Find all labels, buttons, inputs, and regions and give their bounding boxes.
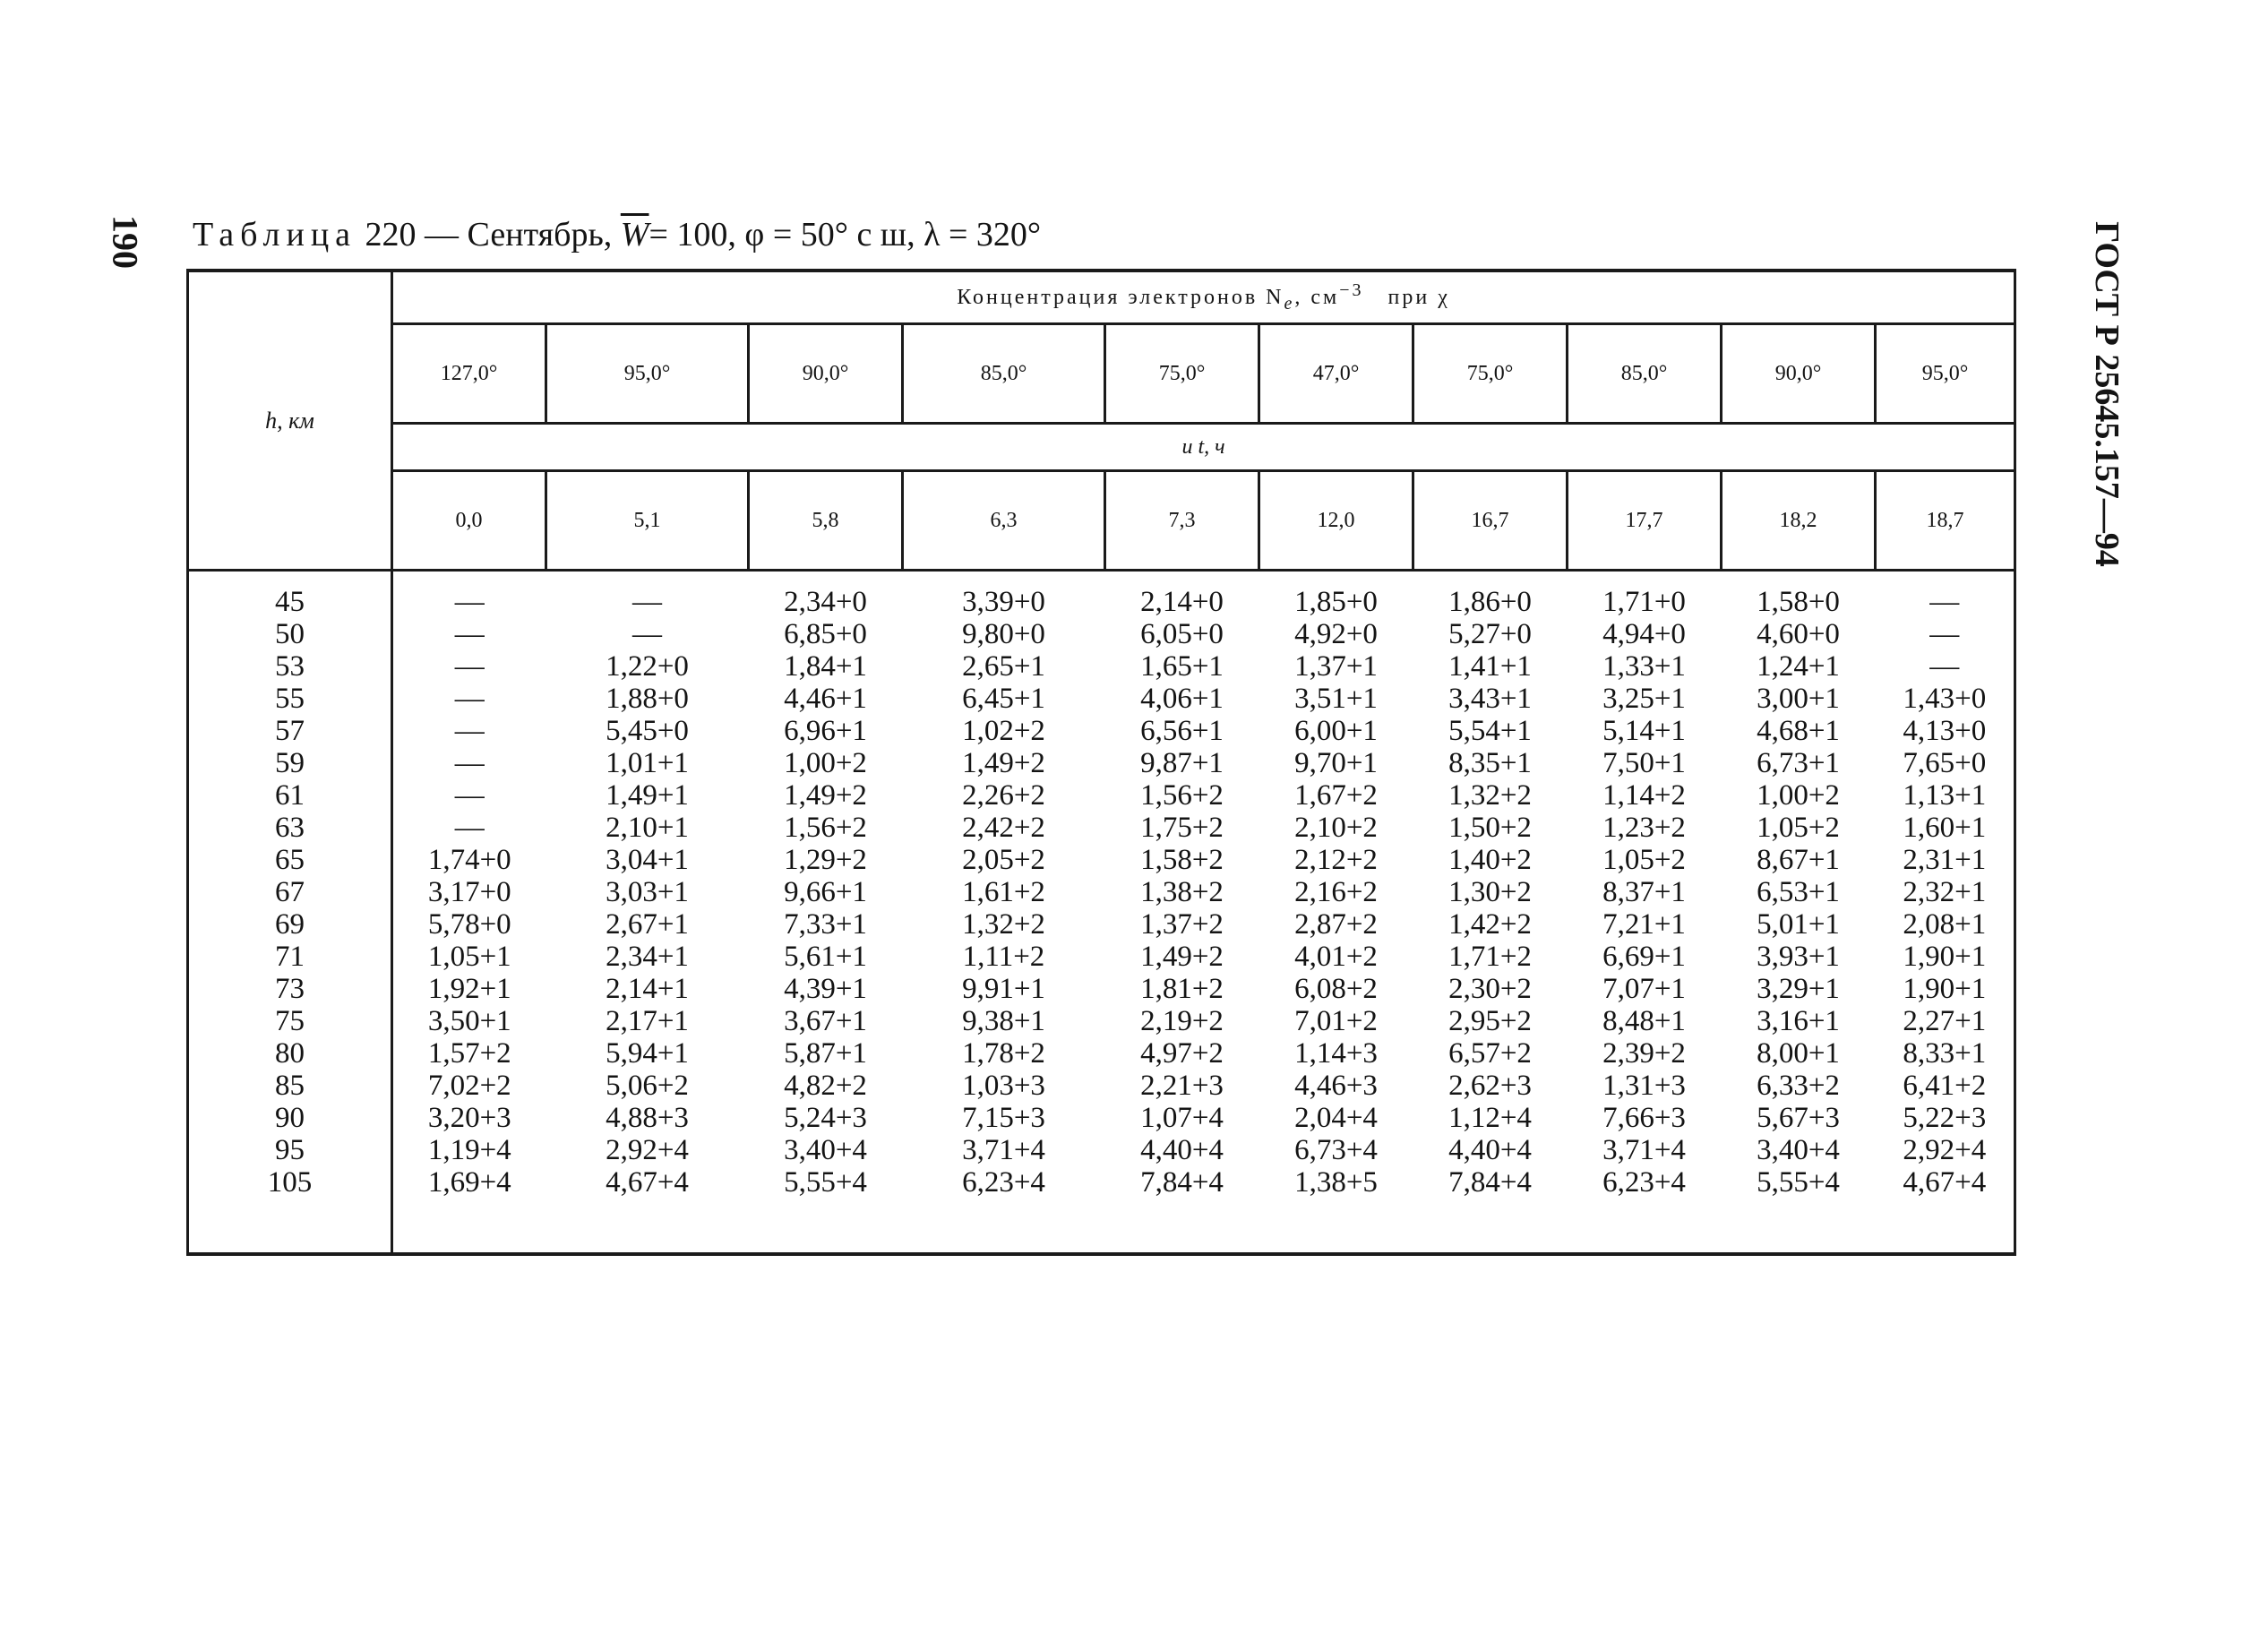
value-cell: 1,01+1 [606, 747, 689, 779]
value-cell: 1,65+1 [1140, 650, 1224, 683]
value-cell: 6,33+2 [1757, 1070, 1840, 1102]
value-cell: 2,34+0 [784, 586, 867, 618]
time-header-9: 18,7 [1876, 471, 2015, 571]
value-cell: 5,94+1 [606, 1037, 689, 1070]
value-cell: — [1876, 618, 2015, 650]
value-cell: 4,06+1 [1140, 683, 1224, 715]
value-cell: 1,67+2 [1294, 779, 1378, 812]
value-cell: 5,45+0 [606, 715, 689, 747]
spacer-cell [188, 1199, 392, 1254]
value-cell: 1,92+1 [427, 973, 511, 1005]
value-cell: 8,33+1 [1876, 1037, 2015, 1070]
value-cell: 2,08+1 [1876, 908, 2015, 941]
value-cell: 6,41+2 [1876, 1070, 2015, 1102]
table-row [188, 1070, 2015, 1102]
value-cell: 4,88+3 [606, 1102, 689, 1134]
time-header [392, 424, 2015, 471]
time-header-0: 0,0 [392, 471, 546, 571]
value-cell: 1,71+0 [1602, 586, 1686, 618]
value-cell: 8,67+1 [1757, 844, 1840, 876]
chi-row [188, 324, 2015, 424]
value-cell: 1,32+2 [1448, 779, 1532, 812]
spacer-cell [392, 571, 546, 587]
value-cell: 1,30+2 [1448, 876, 1532, 908]
value-cell: 3,67+1 [784, 1005, 867, 1037]
value-cell: 3,17+0 [427, 876, 511, 908]
value-cell: 3,71+4 [962, 1134, 1045, 1166]
spacer-cell [1722, 1199, 1876, 1254]
spacer-cell [1568, 1199, 1722, 1254]
height-cell: 75 [188, 1005, 392, 1037]
value-cell: 2,16+2 [1294, 876, 1378, 908]
value-cell: 7,33+1 [784, 908, 867, 941]
value-cell: 5,55+4 [1757, 1166, 1840, 1199]
value-cell: — [454, 586, 485, 618]
spacer-cell [1876, 571, 2015, 587]
value-cell: 7,65+0 [1876, 747, 2015, 779]
value-cell: 1,00+2 [1757, 779, 1840, 812]
concentration-exp: −3 [1339, 280, 1364, 301]
time-header-3: 6,3 [903, 471, 1105, 571]
height-cell: 85 [188, 1070, 392, 1102]
value-cell: 2,10+2 [1294, 812, 1378, 844]
caption-w-symbol: $\overline{W}$ [620, 216, 649, 254]
value-cell: 4,82+2 [784, 1070, 867, 1102]
spacer-cell [903, 1199, 1105, 1254]
value-cell: 1,86+0 [1448, 586, 1532, 618]
value-cell: 9,38+1 [962, 1005, 1045, 1037]
value-cell: 8,48+1 [1602, 1005, 1686, 1037]
value-cell: 6,56+1 [1140, 715, 1224, 747]
value-cell: 1,37+1 [1294, 650, 1378, 683]
value-cell: 4,40+4 [1140, 1134, 1224, 1166]
value-cell: 7,07+1 [1602, 973, 1686, 1005]
value-cell: 1,58+2 [1140, 844, 1224, 876]
value-cell: 5,55+4 [784, 1166, 867, 1199]
value-cell: 2,10+1 [606, 812, 689, 844]
chi-header-9: 95,0° [1876, 324, 2015, 424]
value-cell: 3,40+4 [1757, 1134, 1840, 1166]
time-header-1: 5,1 [546, 471, 749, 571]
value-cell: 2,04+4 [1294, 1102, 1378, 1134]
value-cell: 1,49+2 [784, 779, 867, 812]
height-cell: 71 [188, 941, 392, 973]
value-cell: 1,23+2 [1602, 812, 1686, 844]
value-cell: 2,17+1 [606, 1005, 689, 1037]
value-cell: — [454, 715, 485, 747]
table-row [188, 1134, 2015, 1166]
value-cell: 5,06+2 [606, 1070, 689, 1102]
chi-header-7: 85,0° [1568, 324, 1722, 424]
time-label: и t, ч [1181, 434, 1225, 459]
value-cell: 1,37+2 [1140, 908, 1224, 941]
value-cell: 3,20+3 [427, 1102, 511, 1134]
table-row [188, 908, 2015, 941]
time-header-7: 17,7 [1568, 471, 1722, 571]
value-cell: 1,42+2 [1448, 908, 1532, 941]
standard-code: ГОСТ Р 25645.157—94 [2088, 221, 2126, 567]
value-cell: 6,73+4 [1294, 1134, 1378, 1166]
height-cell: 67 [188, 876, 392, 908]
value-cell: 6,53+1 [1757, 876, 1840, 908]
spacer-cell [546, 1199, 749, 1254]
value-cell: 4,39+1 [784, 973, 867, 1005]
value-cell: 6,45+1 [962, 683, 1045, 715]
height-cell: 90 [188, 1102, 392, 1134]
value-cell: 3,00+1 [1757, 683, 1840, 715]
value-cell: 2,31+1 [1876, 844, 2015, 876]
chi-header-0: 127,0° [440, 361, 498, 385]
table-container [186, 269, 2014, 1263]
value-cell: 3,25+1 [1602, 683, 1686, 715]
chi-header-1: 95,0° [546, 324, 749, 424]
spacer-cell [903, 571, 1105, 587]
table-row [188, 812, 2015, 844]
value-cell: 2,62+3 [1448, 1070, 1532, 1102]
value-cell: 1,74+0 [427, 844, 511, 876]
value-cell: 2,26+2 [962, 779, 1045, 812]
table-row [188, 1037, 2015, 1070]
value-cell: 6,23+4 [962, 1166, 1045, 1199]
value-cell: — [454, 618, 485, 650]
table-row [188, 1102, 2015, 1134]
table-row [188, 747, 2015, 779]
value-cell: 1,41+1 [1448, 650, 1532, 683]
value-cell: 7,15+3 [962, 1102, 1045, 1134]
value-cell: 5,22+3 [1876, 1102, 2015, 1134]
table-row [188, 973, 2015, 1005]
value-cell: 3,16+1 [1757, 1005, 1840, 1037]
height-cell: 95 [188, 1134, 392, 1166]
value-cell: 2,67+1 [606, 908, 689, 941]
value-cell: 4,60+0 [1757, 618, 1840, 650]
value-cell: 1,38+2 [1140, 876, 1224, 908]
table-row [188, 876, 2015, 908]
height-cell: 55 [188, 683, 392, 715]
value-cell: 1,49+2 [962, 747, 1045, 779]
value-cell: 1,13+1 [1876, 779, 2015, 812]
value-cell: 1,57+2 [427, 1037, 511, 1070]
table-header [188, 271, 2015, 571]
height-cell: 50 [188, 618, 392, 650]
value-cell: — [454, 747, 485, 779]
value-cell: 2,92+4 [606, 1134, 689, 1166]
value-cell: 2,34+1 [606, 941, 689, 973]
concentration-header [392, 271, 2015, 324]
concentration-label: Концентрация электронов N [957, 286, 1284, 310]
value-cell: 4,13+0 [1876, 715, 2015, 747]
value-cell: 1,58+0 [1757, 586, 1840, 618]
value-cell: 4,67+4 [606, 1166, 689, 1199]
value-cell: 1,71+2 [1448, 941, 1532, 973]
concentration-sub: e [1284, 293, 1295, 314]
time-header-5: 12,0 [1259, 471, 1413, 571]
time-row [188, 471, 2015, 571]
spacer-cell [1876, 1199, 2015, 1254]
value-cell: 9,66+1 [784, 876, 867, 908]
value-cell: 5,87+1 [784, 1037, 867, 1070]
table-row [188, 650, 2015, 683]
height-cell: 80 [188, 1037, 392, 1070]
value-cell: 1,22+0 [606, 650, 689, 683]
value-cell: 2,87+2 [1294, 908, 1378, 941]
value-cell: 1,12+4 [1448, 1102, 1532, 1134]
spacer-cell [392, 1199, 546, 1254]
height-cell: 73 [188, 973, 392, 1005]
value-cell: 5,24+3 [784, 1102, 867, 1134]
table-body [188, 571, 2015, 1255]
spacer-cell [1568, 571, 1722, 587]
value-cell: 7,21+1 [1602, 908, 1686, 941]
value-cell: 4,97+2 [1140, 1037, 1224, 1070]
value-cell: 5,01+1 [1757, 908, 1840, 941]
value-cell: 1,75+2 [1140, 812, 1224, 844]
value-cell: 9,70+1 [1294, 747, 1378, 779]
time-header-8: 18,2 [1722, 471, 1876, 571]
height-cell: 105 [188, 1166, 392, 1199]
height-cell: 63 [188, 812, 392, 844]
spacer-cell [1259, 1199, 1413, 1254]
value-cell: 6,05+0 [1140, 618, 1224, 650]
value-cell: 3,43+1 [1448, 683, 1532, 715]
value-cell: 7,84+4 [1140, 1166, 1224, 1199]
height-cell: 45 [188, 586, 392, 618]
value-cell: 3,04+1 [606, 844, 689, 876]
value-cell: 2,12+2 [1294, 844, 1378, 876]
value-cell: 6,69+1 [1602, 941, 1686, 973]
table-row [188, 683, 2015, 715]
value-cell: 1,84+1 [784, 650, 867, 683]
value-cell: 1,02+2 [962, 715, 1045, 747]
value-cell: 1,69+4 [427, 1166, 511, 1199]
value-cell: 1,11+2 [962, 941, 1045, 973]
value-cell: 1,05+2 [1602, 844, 1686, 876]
value-cell: — [454, 812, 485, 844]
value-cell: 2,30+2 [1448, 973, 1532, 1005]
value-cell: 5,78+0 [427, 908, 511, 941]
height-cell: 61 [188, 779, 392, 812]
value-cell: 4,92+0 [1294, 618, 1378, 650]
value-cell: 6,73+1 [1757, 747, 1840, 779]
value-cell: 2,14+0 [1140, 586, 1224, 618]
value-cell: — [1876, 650, 2015, 683]
value-cell: 1,78+2 [962, 1037, 1045, 1070]
caption-word: Таблица [193, 216, 357, 254]
value-cell: 3,29+1 [1757, 973, 1840, 1005]
value-cell: 1,19+4 [427, 1134, 511, 1166]
height-cell: 69 [188, 908, 392, 941]
value-cell: 1,43+0 [1876, 683, 2015, 715]
value-cell: 2,65+1 [962, 650, 1045, 683]
value-cell: 7,66+3 [1602, 1102, 1686, 1134]
value-cell: 2,21+3 [1140, 1070, 1224, 1102]
table-row [188, 618, 2015, 650]
table-row [188, 1166, 2015, 1199]
value-cell: 2,05+2 [962, 844, 1045, 876]
value-cell: 1,40+2 [1448, 844, 1532, 876]
spacer-cell [749, 571, 903, 587]
chi-header-8: 90,0° [1722, 324, 1876, 424]
value-cell: 1,90+1 [1876, 941, 2015, 973]
value-cell: — [454, 779, 485, 812]
table-row [188, 779, 2015, 812]
value-cell: 1,81+2 [1140, 973, 1224, 1005]
value-cell: — [632, 586, 662, 618]
value-cell: 1,07+4 [1140, 1102, 1224, 1134]
spacer-cell [188, 571, 392, 587]
value-cell: 1,60+1 [1876, 812, 2015, 844]
value-cell: 1,49+1 [606, 779, 689, 812]
end-row [188, 1199, 2015, 1254]
value-cell: 2,14+1 [606, 973, 689, 1005]
value-cell: 7,50+1 [1602, 747, 1686, 779]
value-cell: 3,50+1 [427, 1005, 511, 1037]
spacer-cell [1413, 571, 1568, 587]
time-header-4: 7,3 [1105, 471, 1259, 571]
value-cell: 6,08+2 [1294, 973, 1378, 1005]
value-cell: 5,67+3 [1757, 1102, 1840, 1134]
value-cell: 1,05+2 [1757, 812, 1840, 844]
value-cell: 4,01+2 [1294, 941, 1378, 973]
page-number: 190 [105, 215, 146, 269]
chi-header-5: 47,0° [1259, 324, 1413, 424]
table-caption [193, 215, 1041, 254]
value-cell: 2,39+2 [1602, 1037, 1686, 1070]
value-cell: 4,67+4 [1876, 1166, 2015, 1199]
chi-header-6: 75,0° [1413, 324, 1568, 424]
value-cell: 4,68+1 [1757, 715, 1840, 747]
table-row [188, 586, 2015, 618]
value-cell: 1,50+2 [1448, 812, 1532, 844]
spacer-cell [1259, 571, 1413, 587]
value-cell: 5,61+1 [784, 941, 867, 973]
value-cell: 3,71+4 [1602, 1134, 1686, 1166]
value-cell: 9,91+1 [962, 973, 1045, 1005]
value-cell: 2,19+2 [1140, 1005, 1224, 1037]
value-cell: 1,03+3 [962, 1070, 1045, 1102]
value-cell: — [1876, 586, 2015, 618]
value-cell: 5,27+0 [1448, 618, 1532, 650]
value-cell: 8,37+1 [1602, 876, 1686, 908]
spacer-cell [1105, 571, 1259, 587]
table-row [188, 844, 2015, 876]
value-cell: 5,54+1 [1448, 715, 1532, 747]
value-cell: 1,38+5 [1294, 1166, 1378, 1199]
height-cell: 59 [188, 747, 392, 779]
value-cell: 1,56+2 [1140, 779, 1224, 812]
chi-header-3: 85,0° [903, 324, 1105, 424]
value-cell: 5,14+1 [1602, 715, 1686, 747]
electron-concentration-table [186, 269, 2016, 1256]
value-cell: — [454, 650, 485, 683]
value-cell: 6,57+2 [1448, 1037, 1532, 1070]
value-cell: 1,29+2 [784, 844, 867, 876]
value-cell: 6,96+1 [784, 715, 867, 747]
value-cell: 1,85+0 [1294, 586, 1378, 618]
value-cell: 3,51+1 [1294, 683, 1378, 715]
value-cell: 7,02+2 [427, 1070, 511, 1102]
value-cell: — [454, 683, 485, 715]
table-row [188, 1005, 2015, 1037]
chi-header-4: 75,0° [1105, 324, 1259, 424]
value-cell: 7,01+2 [1294, 1005, 1378, 1037]
value-cell: — [632, 618, 662, 650]
spacer-cell [1105, 1199, 1259, 1254]
value-cell: 4,94+0 [1602, 618, 1686, 650]
value-cell: 4,46+1 [784, 683, 867, 715]
caption-number-month: 220 — Сентябрь, [365, 216, 613, 254]
value-cell: 7,84+4 [1448, 1166, 1532, 1199]
concentration-tail: при χ [1387, 286, 1450, 310]
value-cell: 1,88+0 [606, 683, 689, 715]
value-cell: 9,80+0 [962, 618, 1045, 650]
value-cell: 1,90+1 [1876, 973, 2015, 1005]
value-cell: 9,87+1 [1140, 747, 1224, 779]
value-cell: 1,14+3 [1294, 1037, 1378, 1070]
value-cell: 1,24+1 [1757, 650, 1840, 683]
spacer-row [188, 571, 2015, 587]
value-cell: 2,92+4 [1876, 1134, 2015, 1166]
height-cell: 53 [188, 650, 392, 683]
spacer-cell [749, 1199, 903, 1254]
value-cell: 3,03+1 [606, 876, 689, 908]
time-header-2: 5,8 [749, 471, 903, 571]
concentration-unit: , см [1294, 286, 1340, 310]
value-cell: 6,85+0 [784, 618, 867, 650]
value-cell: 1,00+2 [784, 747, 867, 779]
h-label: h, км [265, 407, 314, 434]
value-cell: 1,61+2 [962, 876, 1045, 908]
value-cell: 1,49+2 [1140, 941, 1224, 973]
spacer-cell [1722, 571, 1876, 587]
chi-header-2: 90,0° [749, 324, 903, 424]
value-cell: 1,05+1 [427, 941, 511, 973]
value-cell: 8,35+1 [1448, 747, 1532, 779]
value-cell: 2,32+1 [1876, 876, 2015, 908]
caption-params: = 100, φ = 50° с ш, λ = 320° [649, 216, 1042, 254]
table-row [188, 715, 2015, 747]
value-cell: 1,33+1 [1602, 650, 1686, 683]
h-column-header [188, 271, 392, 571]
value-cell: 4,46+3 [1294, 1070, 1378, 1102]
spacer-cell [546, 571, 749, 587]
value-cell: 6,00+1 [1294, 715, 1378, 747]
value-cell: 1,31+3 [1602, 1070, 1686, 1102]
value-cell: 2,42+2 [962, 812, 1045, 844]
time-header-6: 16,7 [1413, 471, 1568, 571]
spacer-cell [1413, 1199, 1568, 1254]
value-cell: 3,39+0 [962, 586, 1045, 618]
value-cell: 1,14+2 [1602, 779, 1686, 812]
value-cell: 6,23+4 [1602, 1166, 1686, 1199]
value-cell: 2,27+1 [1876, 1005, 2015, 1037]
value-cell: 4,40+4 [1448, 1134, 1532, 1166]
value-cell: 2,95+2 [1448, 1005, 1532, 1037]
value-cell: 8,00+1 [1757, 1037, 1840, 1070]
value-cell: 3,93+1 [1757, 941, 1840, 973]
value-cell: 1,32+2 [962, 908, 1045, 941]
height-cell: 57 [188, 715, 392, 747]
value-cell: 1,56+2 [784, 812, 867, 844]
table-row [188, 941, 2015, 973]
value-cell: 3,40+4 [784, 1134, 867, 1166]
height-cell: 65 [188, 844, 392, 876]
